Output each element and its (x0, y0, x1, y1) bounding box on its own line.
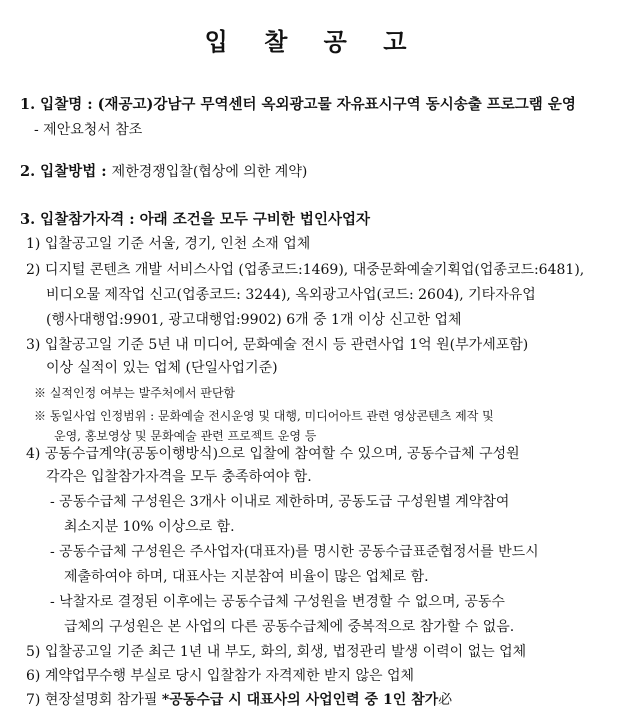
item-7-note: *공동수급 시 대표사의 사업인력 중 1인 참가 (161, 692, 439, 708)
item-7 (26, 690, 452, 710)
item-3-line-2: 이상 실적이 있는 업체 (단일사업기준) (46, 360, 278, 376)
item-4-line-2: 각각은 입찰참가자격을 모두 충족하여야 함. (46, 469, 312, 485)
item-3-line-1: 3) 입찰공고일 기준 5년 내 미디어, 문화예술 전시 등 관련사업 1억 원(부가세포함) (26, 337, 529, 353)
section-2 (20, 162, 307, 182)
detail-1-line-1: - 공동수급체 구성원은 3개사 이내로 제한하며, 공동도급 구성원별 계약참여 (50, 494, 510, 510)
item-1: 1) 입찰공고일 기준 서울, 경기, 인천 소재 업체 (26, 236, 311, 252)
section-1-heading: 1. 입찰명 : (재공고)강남구 무역센터 옥외광고물 자유표시구역 동시송출 프로그램 운영 (20, 96, 576, 113)
detail-2-line-1: - 공동수급체 구성원은 주사업자(대표자)를 명시한 공동수급표준협정서를 반드시 (50, 544, 539, 560)
item-4-line-1: 4) 공동수급계약(공동이행방식)으로 입찰에 참여할 수 있으며, 공동수급체 구성원 (26, 446, 520, 462)
item-2-line-3: (행사대행업:9901, 광고대행업:9902) 6개 중 1개 이상 신고한 업체 (46, 312, 462, 328)
item-6: 6) 계약업무수행 부실로 당시 입찰참가 자격제한 받지 않은 업체 (26, 668, 415, 684)
detail-1-line-2: 최소지분 10% 이상으로 함. (64, 519, 235, 535)
detail-3-line-2: 급체의 구성원은 본 사업의 다른 공동수급체에 중복적으로 참가할 수 없음. (64, 619, 515, 635)
item-2-line-2: 비디오물 제작업 신고(업종코드: 3244), 옥외광고사업(코드: 2604), 기타자유업 (46, 287, 536, 303)
item-5: 5) 입찰공고일 기준 최근 1년 내 부도, 화의, 회생, 법정관리 발생 이력이 없는 업체 (26, 644, 527, 660)
section-2-label: 2. 입찰방법 : (20, 163, 112, 180)
document-title: 입 찰 공 고 (204, 27, 421, 56)
section-1-reference: - 제안요청서 참조 (34, 122, 143, 138)
note-2-line-2: 운영, 홍보영상 및 문화예술 관련 프로젝트 운영 등 (54, 429, 317, 443)
note-1: ※ 실적인정 여부는 발주처에서 판단함 (34, 386, 236, 400)
item-2-line-1: 2) 디지털 콘텐츠 개발 서비스사업 (업종코드:1469), 대중문화예술기획업(업종코드:6481), (26, 262, 585, 278)
item-7-suffix: 必 (438, 692, 453, 708)
note-2-line-1: ※ 동일사업 인정범위 : 문화예술 전시운영 및 대행, 미디어아트 관련 영상콘텐츠 제작 및 (34, 409, 494, 423)
section-3-heading: 3. 입찰참가자격 : 아래 조건을 모두 구비한 법인사업자 (20, 211, 370, 228)
detail-2-line-2: 제출하여야 하며, 대표사는 지분참여 비율이 많은 업체로 함. (64, 569, 429, 585)
section-2-text: 제한경쟁입찰(협상에 의한 계약) (111, 164, 308, 180)
item-7-label: 7) 현장설명회 참가필 (26, 692, 162, 708)
detail-3-line-1: - 낙찰자로 결정된 이후에는 공동수급체 구성원을 변경할 수 없으며, 공동수 (50, 594, 505, 610)
